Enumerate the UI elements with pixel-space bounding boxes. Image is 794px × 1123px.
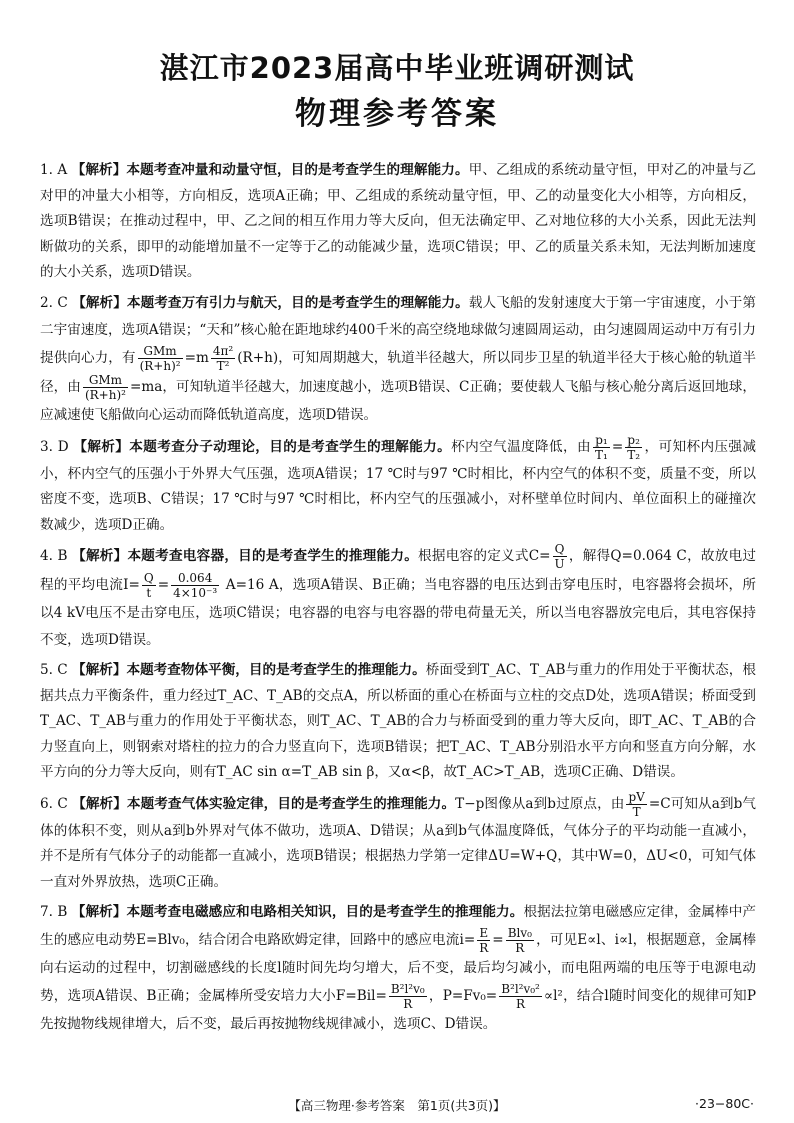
answer-body: =C可知从a到b气体的体积不变，则从a到b外界对气体不做功，选项A、D错误；从a到b气体温度降低，气体分子的平均动能一直减小，并不是所有气体分子的动能都一直减小，选项B错误；根据热力学第一定律ΔU=W+Q，其中W=0，ΔU<0，可知气体一直对外界放热，选项C正确。 — [40, 795, 756, 890]
answer-number: 1. A — [40, 162, 68, 178]
answer-number: 7. B — [40, 904, 68, 920]
answer-number: 3. D — [40, 438, 69, 455]
footer-code: ·23−80C· — [695, 1096, 754, 1111]
answer-item-4: 4. B 【解析】本题考查电容器，目的是考查学生的推理能力。根据电容的定义式C= $\frac{Q}{U}$ ，解得Q=0.064 C，故放电过程的平均电流I= $\frac{Q}{t}$ = $\frac{0.064}{\text{4×10⁻³}}$ A=16 A，选项A错误、B正确；当电容器的电压达到击穿电压时，电容器将会损坏，所以4 kV电压不是击穿电压，选项C错误；电容器的电容与电容器的带电荷量无关，所以当电容器放完电后，其电容保持不变，选项D错误。 — [40, 542, 757, 648]
fraction: $\frac{pV}{T}$ — [628, 789, 645, 819]
fraction: $\frac{\text{p₁}}{\text{T₁}}$ — [595, 432, 608, 462]
answer-lead: 【解析】本题考查万有引力与航天，目的是考查学生的理解能力。 — [72, 294, 469, 311]
answer-lead: 【解析】本题考查电磁感应和电路相关知识，目的是考查学生的推理能力。 — [71, 904, 524, 920]
answer-number: 5. C — [40, 662, 68, 678]
fraction: $\frac{0.064}{\text{4×10⁻³}}$ — [173, 571, 218, 600]
answer-body: ，可知杯内压强减小，杯内空气的压强小于外界大气压强，选项A错误；17 ℃时与97 ℃时相比，杯内空气的体积不变，质量不变，所以密度不变，选项B、C错误；17 ℃时与97 ℃时相比，杯内空气的压强减小，对杯壁单位时间内、单位面积上的碰撞次数减少，选项D正确。 — [40, 438, 757, 533]
answer-item-1 — [40, 158, 756, 286]
fraction: $\frac{\text{4π²}}{\text{T²}}$ — [212, 343, 234, 373]
answer-lead: 【解析】本题考查冲量和动量守恒，目的是考查学生的理解能力。 — [71, 162, 469, 178]
answer-item-2: 2. C 【解析】本题考查万有引力与航天，目的是考查学生的理解能力。载人飞船的发射速度大于第一宇宙速度，小于第二宇宙速度，选项A错误；“天和”核心舱在距地球约400千米的高空绕地球做匀速圆周运动，由匀速圆周运动中万有引力提供向心力，有 $\frac{\text{GMm}}{\text{(R+h)²}}$ =m $\frac{\text{4π²}}{\text{T²}}$ (R+h)，可知周期越大，轨道半径越大，所以同步卫星的轨道半径大于核心舱的轨道半径，由 $\frac{\text{GMm}}{\text{(R+h)²}}$ =ma，可知轨道半径越大，加速度越小，选项B错误、C正确；要使载人飞船与核心舱分离后返回地球，应减速使飞船做向心运动而降低轨道高度，选项D错误。 — [40, 294, 757, 423]
answer-lead: 【解析】本题考查物体平衡，目的是考查学生的推理能力。 — [72, 662, 426, 678]
answer-item-3: 3. D 【解析】本题考查分子动理论，目的是考查学生的理解能力。杯内空气温度降低，由 $\frac{\text{p₁}}{\text{T₁}}$ = $\frac{\text{p₂}}{\text{T₂}}$ ，可知杯内压强减小，杯内空气的压强小于外界大气压强，选项A错误；17 ℃时与97 ℃时相比，杯内空气的体积不变，质量不变，所以密度不变，选项B、C错误；17 ℃时与97 ℃时相比，杯内空气的压强减小，对杯壁单位时间内、单位面积上的碰撞次数减少，选项D正确。 — [40, 432, 757, 533]
document-title: 湛江市2023届高中毕业班调研测试 — [159, 51, 635, 85]
fraction: $\frac{\text{B²l²v₀}}{R}$ — [390, 982, 425, 1011]
fraction: $\frac{\text{B²l²v₀²}}{R}$ — [501, 982, 540, 1011]
answer-item-6 — [40, 790, 756, 896]
fraction: $\frac{Q}{t}$ — [143, 571, 154, 600]
fraction: $\frac{E}{R}$ — [479, 926, 489, 955]
answer-body: ，可知周期越大，轨道半径越大，所以同步卫星的轨道半径大于核心舱的轨道半径，由 — [40, 349, 756, 395]
fraction: $\frac{Q}{U}$ — [554, 542, 565, 571]
answer-item-7: 7. B 【解析】本题考查电磁感应和电路相关知识，目的是考查学生的推理能力。根据法拉第电磁感应定律，金属棒中产生的感应电动势E=Blv₀，结合闭合电路欧姆定律，回路中的感应电流i= $\frac{E}{R}$ = $\frac{\text{Blv₀}}{R}$ ，可见E∝l、i∝l，根据题意，金属棒向右运动的过程中，切割磁感线的长度l随时间先均匀增大，后不变，最后均匀减小，而电阻两端的电压等于电源电动势，选项A错误、B正确；金属棒所受安培力大小F=Bil= $\frac{\text{B²l²v₀}}{R}$ ，P=Fv₀= $\frac{\text{B²l²v₀²}}{R}$ ∝l²，结合l随时间变化的规律可知P先按抛物线规律增大，后不变，最后再按抛物线规律减小，选项C、D错误。 — [40, 904, 757, 1032]
document-subtitle: 物理参考答案 — [295, 96, 499, 132]
answer-body: ∝l²，结合l随时间变化的规律可知P先按抛物线规律增大，后不变，最后再按抛物线规律减小，选项C、D错误。 — [40, 988, 756, 1032]
answer-body: 桥面受到T_AC、T_AB与重力的作用处于平衡状态，根据共点力平衡条件，重力经过T_AC、T_AB的交点A，所以桥面的重心在桥面与立柱的交点D处，选项A错误；桥面受到T_AC、T_AB与重力的作用处于平衡状态，则T_AC、T_AB的合力与桥面受到的重力等大反向，即T_AC、T_AB的合力竖直向上，则钢索对塔柱的拉力的合力竖直向下，选项B错误；把T_AC、T_AB分别沿水平方向和竖直方向分解，水平方向的分力等大反向，则有T_AC sin α=T_AB sin β，又α<β，故T_AC>T_AB，选项C正确、D错误。 — [40, 662, 756, 780]
answer-lead: 【解析】本题考查分子动理论，目的是考查学生的理解能力。 — [73, 438, 452, 455]
answer-body: 根据法拉第电磁感应定律，金属棒中产生的感应电动势E=Blv₀，结合闭合电路欧姆定律，回路中的感应电流i= — [40, 904, 757, 948]
footer-page-info: 【高三物理·参考答案 第1页(共3页)】 — [288, 1098, 506, 1113]
answer-body: T−p图像从a到b过原点，由 — [455, 795, 625, 812]
answer-body: 根据电容的定义式C= — [418, 548, 551, 564]
fraction: $\frac{\text{p₂}}{\text{T₂}}$ — [627, 432, 641, 462]
answer-body: ，P=Fv₀= — [428, 988, 498, 1004]
answer-lead: 【解析】本题考查气体实验定律，目的是考查学生的推理能力。 — [72, 795, 456, 812]
answer-body: 甲、乙组成的系统动量守恒，甲对乙的冲量与乙对甲的冲量大小相等，方向相反，选项A正确；甲、乙组成的系统动量守恒，甲、乙的动量变化大小相等，方向相反，选项B错误；在推动过程中，甲、乙之间的相互作用力等大反向，但无法确定甲、乙对地位移的大小关系，因此无法判断做功的关系，即甲的动能增加量不一定等于乙的动能减少量，选项C错误；甲、乙的质量关系未知，无法判断加速度的大小关系，选项D错误。 — [40, 162, 757, 280]
answer-lead: 【解析】本题考查电容器，目的是考查学生的推理能力。 — [72, 548, 419, 564]
answer-body: ，可见E∝l、i∝l，根据题意，金属棒向右运动的过程中，切割磁感线的长度l随时间先均匀增大，后不变，最后均匀减小，而电阻两端的电压等于电源电动势，选项A错误、B正确；金属棒所受安培力大小F=Bil= — [40, 932, 756, 1004]
answer-item-5 — [40, 658, 756, 786]
answer-body: A=16 A，选项A错误、B正确；当电容器的电压达到击穿电压时，电容器将会损坏，所以4 kV电压不是击穿电压，选项C错误；电容器的电容与电容器的带电荷量无关，所以当电容器放完电后，其电容保持不变，选项D错误。 — [40, 577, 756, 648]
fraction: $\frac{\text{GMm}}{\text{(R+h)²}}$ — [139, 343, 181, 373]
answer-number: 6. C — [40, 795, 68, 812]
answer-body: ，解得Q=0.064 C，故放电过程的平均电流I= — [40, 548, 757, 593]
answer-number: 4. B — [40, 548, 68, 564]
fraction: $\frac{\text{Blv₀}}{R}$ — [507, 926, 532, 955]
answer-body: ，可知轨道半径越大，加速度越小，选项B错误、C正确；要使载人飞船与核心舱分离后返回地球，应减速使飞船做向心运动而降低轨道高度，选项D错误。 — [40, 378, 757, 423]
answer-body: 载人飞船的发射速度大于第一宇宙速度，小于第二宇宙速度，选项A错误；“天和”核心舱在距地球约400千米的高空绕地球做匀速圆周运动，由匀速圆周运动中万有引力提供向心力，有 — [40, 294, 756, 366]
answer-list — [40, 158, 756, 1042]
answer-number: 2. C — [40, 294, 68, 311]
answer-body: 杯内空气温度降低，由 — [451, 438, 592, 455]
fraction: $\frac{\text{GMm}}{\text{(R+h)²}}$ — [84, 372, 126, 402]
